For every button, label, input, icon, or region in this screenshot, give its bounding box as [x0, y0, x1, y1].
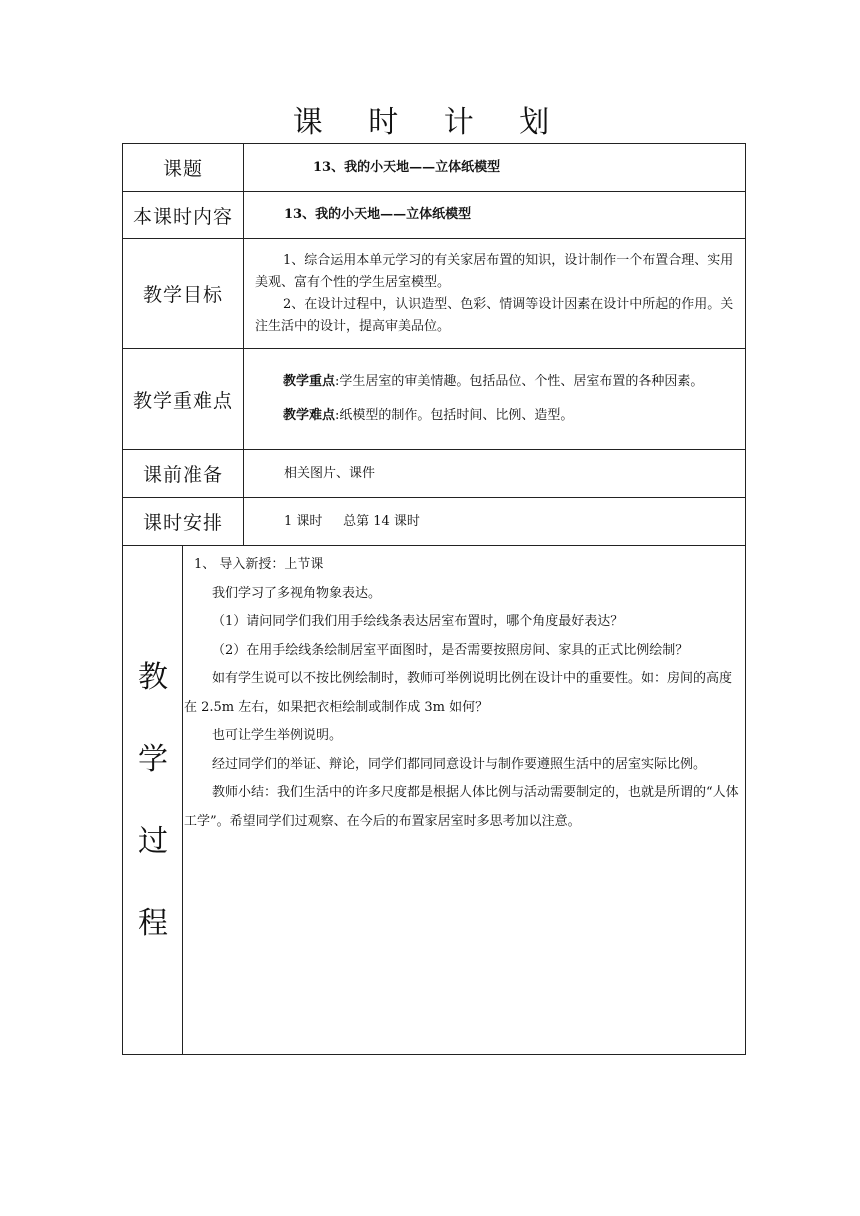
process-paragraph: 如有学生说可以不按比例绘制时，教师可举例说明比例在设计中的重要性。如：房间的高度在 2.5m 左右，如果把衣柜绘制或制作成 3m 如何？: [184, 671, 733, 715]
key-points-value: [244, 349, 746, 450]
difficulty-label: 教学难点: [283, 408, 336, 423]
process-paragraph: （1）请问同学们我们用手绘线条表达居室布置时，哪个角度最好表达？: [212, 614, 624, 629]
table-row: [123, 450, 746, 498]
page-title: 课 时 计 划: [292, 105, 568, 140]
schedule-value-text: 1 课时 总第 14 课时: [284, 513, 420, 529]
difficulty-paragraph: [255, 404, 735, 428]
process-paragraph: 也可让学生举例说明。: [212, 728, 343, 743]
process-paragraph: 1、 导入新授：上节课: [194, 557, 324, 572]
goals-value: [244, 239, 746, 349]
table-row: [123, 144, 746, 192]
process-label-char: 过: [138, 824, 168, 859]
prep-value-text: 相关图片、课件: [284, 465, 376, 481]
process-label-char: 教: [138, 660, 168, 695]
focus-paragraph: [255, 370, 735, 394]
content-value-text: 13、我的小天地——立体纸模型: [284, 207, 472, 222]
process-paragraph: （2）在用手绘线条绘制居室平面图时，是否需要按照房间、家具的正式比例绘制？: [212, 642, 689, 658]
process-body: [184, 551, 740, 836]
content-value: [244, 192, 746, 239]
process-label-char: 学: [138, 742, 168, 777]
schedule-label: 课时安排: [123, 498, 244, 546]
process-label-char: 程: [138, 906, 168, 941]
process-paragraph: 我们学习了多视角物象表达。: [212, 585, 382, 601]
process-label: [123, 545, 183, 1054]
process-paragraph: 教师小结：我们生活中的许多尺度都是根据人体比例与活动需要制定的，也就是所谓的“人体工学”。希望同学们过观察、在今后的布置家居室时多思考加以注意。: [184, 785, 739, 829]
difficulty-text: :纸模型的制作。包括时间、比例、造型。: [335, 408, 574, 423]
topic-label: 课题: [123, 144, 244, 192]
topic-value: [244, 144, 746, 192]
goal-item: 1、综合运用本单元学习的有关家居布置的知识，设计制作一个布置合理、实用美观、富有个性的学生居室模型。: [255, 252, 734, 290]
lesson-plan-table: [122, 143, 746, 546]
goal-item: 2、在设计过程中，认识造型、色彩、情调等设计因素在设计中所起的作用。关注生活中的设计，提高审美品位。: [255, 296, 734, 334]
table-row: [123, 498, 746, 546]
content-label: 本课时内容: [123, 192, 244, 239]
table-row: [123, 239, 746, 349]
focus-label: 教学重点: [283, 374, 336, 389]
focus-text: :学生居室的审美情趣。包括品位、个性、居室布置的各种因素。: [335, 374, 704, 389]
table-row: [123, 192, 746, 239]
prep-label: 课前准备: [123, 450, 244, 498]
goals-label: 教学目标: [123, 239, 244, 349]
teaching-process-section: [122, 545, 746, 1055]
key-points-label: 教学重难点: [123, 349, 244, 450]
schedule-value: [244, 498, 746, 546]
process-paragraph: 经过同学们的举证、辩论，同学们都同同意设计与制作要遵照生活中的居室实际比例。: [212, 756, 707, 772]
topic-value-text: 13、我的小天地——立体纸模型: [313, 159, 501, 175]
prep-value: [244, 450, 746, 498]
table-row: [123, 349, 746, 450]
